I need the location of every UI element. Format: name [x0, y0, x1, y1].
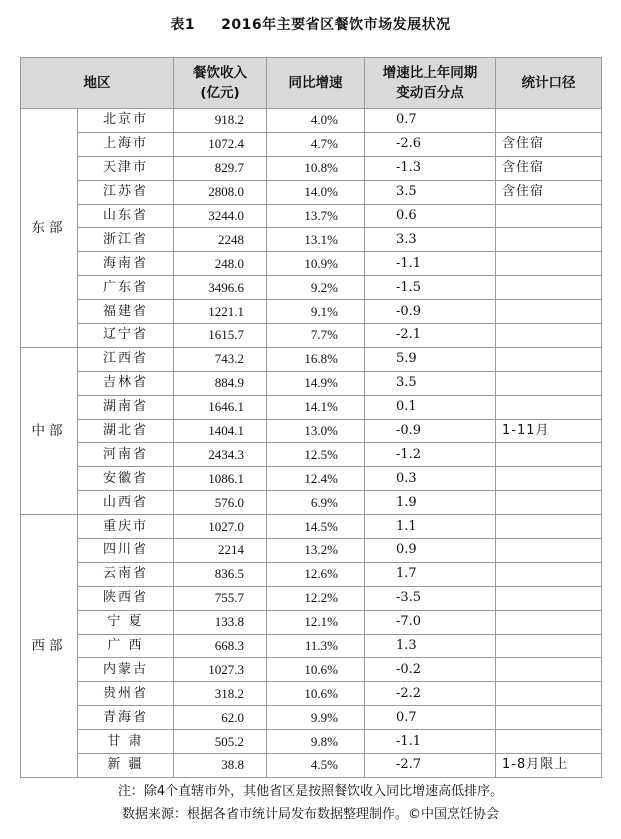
table-row: [21, 395, 602, 419]
growth-change-cell: 3.3: [365, 228, 496, 252]
scope-note-cell: [496, 276, 602, 300]
scope-note-cell: 含住宿: [496, 156, 602, 180]
scope-note-cell: [496, 395, 602, 419]
growth-change-cell: 5.9: [365, 347, 496, 371]
revenue-cell: 2248: [174, 228, 267, 252]
revenue-cell: 755.7: [174, 586, 267, 610]
yoy-growth-cell: 14.5%: [267, 515, 365, 539]
growth-change-cell: 0.7: [365, 109, 496, 133]
scope-note-cell: [496, 586, 602, 610]
scope-note-cell: [496, 371, 602, 395]
province-name-cell: 云南省: [78, 562, 174, 586]
province-name-cell: 河南省: [78, 443, 174, 467]
growth-change-cell: -0.9: [365, 419, 496, 443]
table-row: [21, 371, 602, 395]
region-cell: 东部: [21, 109, 78, 348]
growth-change-cell: -0.9: [365, 300, 496, 324]
yoy-growth-cell: 9.8%: [267, 730, 365, 754]
header-revenue-line2: (亿元): [200, 85, 240, 101]
yoy-growth-cell: 10.6%: [267, 658, 365, 682]
region-cell: 西部: [21, 515, 78, 778]
yoy-growth-cell: 14.0%: [267, 180, 365, 204]
yoy-growth-cell: 4.0%: [267, 109, 365, 133]
province-name-cell: 湖南省: [78, 395, 174, 419]
growth-change-cell: -1.3: [365, 156, 496, 180]
revenue-cell: 1221.1: [174, 300, 267, 324]
revenue-cell: 1404.1: [174, 419, 267, 443]
yoy-growth-cell: 9.2%: [267, 276, 365, 300]
revenue-cell: 1072.4: [174, 132, 267, 156]
table-row: [21, 610, 602, 634]
table-row: [21, 682, 602, 706]
province-name-cell: 安徽省: [78, 467, 174, 491]
header-change: [365, 58, 496, 109]
yoy-growth-cell: 6.9%: [267, 491, 365, 515]
revenue-cell: 1086.1: [174, 467, 267, 491]
scope-note-cell: [496, 539, 602, 563]
footnote-note: 注：除4个直辖市外，其他省区是按照餐饮收入同比增速高低排序。: [117, 784, 504, 799]
scope-note-cell: [496, 610, 602, 634]
yoy-growth-cell: 10.8%: [267, 156, 365, 180]
table-row: [21, 467, 602, 491]
scope-note-cell: [496, 324, 602, 348]
table-body: [21, 109, 602, 778]
scope-note-cell: [496, 658, 602, 682]
growth-change-cell: 0.1: [365, 395, 496, 419]
yoy-growth-cell: 10.9%: [267, 252, 365, 276]
revenue-cell: 1027.0: [174, 515, 267, 539]
table-row: [21, 562, 602, 586]
revenue-cell: 1027.3: [174, 658, 267, 682]
table-row: [21, 300, 602, 324]
province-name-cell: 上海市: [78, 132, 174, 156]
scope-note-cell: 1-11月: [496, 419, 602, 443]
scope-note-cell: [496, 706, 602, 730]
table-row: [21, 586, 602, 610]
revenue-cell: 248.0: [174, 252, 267, 276]
header-region: 地区: [21, 58, 174, 109]
growth-change-cell: -1.1: [365, 730, 496, 754]
revenue-cell: 836.5: [174, 562, 267, 586]
header-change-line1: 增速比上年同期: [382, 65, 478, 81]
scope-note-cell: [496, 443, 602, 467]
growth-change-cell: -2.2: [365, 682, 496, 706]
revenue-cell: 2434.3: [174, 443, 267, 467]
province-name-cell: 广东省: [78, 276, 174, 300]
yoy-growth-cell: 12.4%: [267, 467, 365, 491]
revenue-cell: 576.0: [174, 491, 267, 515]
growth-change-cell: 0.7: [365, 706, 496, 730]
revenue-cell: 318.2: [174, 682, 267, 706]
data-table: [20, 57, 602, 778]
scope-note-cell: [496, 467, 602, 491]
yoy-growth-cell: 12.5%: [267, 443, 365, 467]
province-name-cell: 宁 夏: [78, 610, 174, 634]
province-name-cell: 甘 肃: [78, 730, 174, 754]
revenue-cell: 884.9: [174, 371, 267, 395]
yoy-growth-cell: 14.9%: [267, 371, 365, 395]
revenue-cell: 2808.0: [174, 180, 267, 204]
region-cell: 中部: [21, 347, 78, 514]
revenue-cell: 829.7: [174, 156, 267, 180]
province-name-cell: 青海省: [78, 706, 174, 730]
revenue-cell: 3496.6: [174, 276, 267, 300]
province-name-cell: 湖北省: [78, 419, 174, 443]
province-name-cell: 内蒙古: [78, 658, 174, 682]
header-scope: 统计口径: [496, 58, 602, 109]
province-name-cell: 辽宁省: [78, 324, 174, 348]
growth-change-cell: 0.6: [365, 204, 496, 228]
revenue-cell: 918.2: [174, 109, 267, 133]
growth-change-cell: 1.7: [365, 562, 496, 586]
revenue-cell: 1615.7: [174, 324, 267, 348]
table-row: [21, 706, 602, 730]
growth-change-cell: 3.5: [365, 371, 496, 395]
table-title: [0, 14, 621, 34]
growth-change-cell: 0.9: [365, 539, 496, 563]
table-row: [21, 204, 602, 228]
yoy-growth-cell: 11.3%: [267, 634, 365, 658]
yoy-growth-cell: 7.7%: [267, 324, 365, 348]
growth-change-cell: -2.7: [365, 754, 496, 778]
header-revenue-line1: 餐饮收入: [193, 65, 247, 81]
yoy-growth-cell: 13.1%: [267, 228, 365, 252]
revenue-cell: 38.8: [174, 754, 267, 778]
yoy-growth-cell: 14.1%: [267, 395, 365, 419]
scope-note-cell: [496, 515, 602, 539]
growth-change-cell: -2.6: [365, 132, 496, 156]
table-row: [21, 252, 602, 276]
scope-note-cell: 1-8月限上: [496, 754, 602, 778]
yoy-growth-cell: 13.7%: [267, 204, 365, 228]
revenue-cell: 2214: [174, 539, 267, 563]
growth-change-cell: -1.2: [365, 443, 496, 467]
scope-note-cell: [496, 634, 602, 658]
revenue-cell: 133.8: [174, 610, 267, 634]
revenue-cell: 668.3: [174, 634, 267, 658]
revenue-cell: 62.0: [174, 706, 267, 730]
growth-change-cell: -2.1: [365, 324, 496, 348]
yoy-growth-cell: 4.5%: [267, 754, 365, 778]
table-row: [21, 539, 602, 563]
header-change-line2: 变动百分点: [396, 85, 464, 101]
province-name-cell: 陕西省: [78, 586, 174, 610]
province-name-cell: 海南省: [78, 252, 174, 276]
yoy-growth-cell: 9.9%: [267, 706, 365, 730]
growth-change-cell: 0.3: [365, 467, 496, 491]
province-name-cell: 天津市: [78, 156, 174, 180]
table-row: [21, 228, 602, 252]
scope-note-cell: [496, 562, 602, 586]
yoy-growth-cell: 4.7%: [267, 132, 365, 156]
scope-note-cell: [496, 300, 602, 324]
province-name-cell: 山东省: [78, 204, 174, 228]
province-name-cell: 重庆市: [78, 515, 174, 539]
table-row: [21, 180, 602, 204]
table-row: [21, 443, 602, 467]
growth-change-cell: -3.5: [365, 586, 496, 610]
scope-note-cell: 含住宿: [496, 132, 602, 156]
revenue-cell: 505.2: [174, 730, 267, 754]
table-row: [21, 132, 602, 156]
table-row: [21, 730, 602, 754]
table-row: [21, 156, 602, 180]
yoy-growth-cell: 12.2%: [267, 586, 365, 610]
province-name-cell: 山西省: [78, 491, 174, 515]
scope-note-cell: [496, 252, 602, 276]
growth-change-cell: 3.5: [365, 180, 496, 204]
yoy-growth-cell: 12.1%: [267, 610, 365, 634]
growth-change-cell: -1.5: [365, 276, 496, 300]
yoy-growth-cell: 9.1%: [267, 300, 365, 324]
header-row: [21, 58, 602, 109]
province-name-cell: 北京市: [78, 109, 174, 133]
scope-note-cell: [496, 682, 602, 706]
growth-change-cell: -7.0: [365, 610, 496, 634]
yoy-growth-cell: 12.6%: [267, 562, 365, 586]
province-name-cell: 福建省: [78, 300, 174, 324]
province-name-cell: 浙江省: [78, 228, 174, 252]
table-number: 表1: [170, 17, 196, 33]
table-title-text: 2016年主要省区餐饮市场发展状况: [221, 17, 451, 33]
yoy-growth-cell: 10.6%: [267, 682, 365, 706]
scope-note-cell: [496, 730, 602, 754]
revenue-cell: 3244.0: [174, 204, 267, 228]
province-name-cell: 江苏省: [78, 180, 174, 204]
scope-note-cell: [496, 347, 602, 371]
table-row: [21, 276, 602, 300]
yoy-growth-cell: 16.8%: [267, 347, 365, 371]
province-name-cell: 广 西: [78, 634, 174, 658]
table-row: [21, 109, 602, 133]
scope-note-cell: [496, 491, 602, 515]
province-name-cell: 吉林省: [78, 371, 174, 395]
header-yoy: 同比增速: [267, 58, 365, 109]
province-name-cell: 新 疆: [78, 754, 174, 778]
table-row: [21, 324, 602, 348]
table-row: [21, 515, 602, 539]
revenue-cell: 1646.1: [174, 395, 267, 419]
province-name-cell: 四川省: [78, 539, 174, 563]
growth-change-cell: 1.1: [365, 515, 496, 539]
table-row: [21, 491, 602, 515]
province-name-cell: 江西省: [78, 347, 174, 371]
revenue-cell: 743.2: [174, 347, 267, 371]
growth-change-cell: -0.2: [365, 658, 496, 682]
table-row: [21, 754, 602, 778]
yoy-growth-cell: 13.0%: [267, 419, 365, 443]
table-row: [21, 347, 602, 371]
scope-note-cell: [496, 228, 602, 252]
table-row: [21, 419, 602, 443]
scope-note-cell: [496, 109, 602, 133]
footnote-source: 数据来源：根据各省市统计局发布数据整理制作。©中国烹饪协会: [121, 807, 499, 822]
growth-change-cell: 1.9: [365, 491, 496, 515]
growth-change-cell: 1.3: [365, 634, 496, 658]
header-revenue: [174, 58, 267, 109]
province-name-cell: 贵州省: [78, 682, 174, 706]
scope-note-cell: 含住宿: [496, 180, 602, 204]
table-row: [21, 658, 602, 682]
table-row: [21, 634, 602, 658]
growth-change-cell: -1.1: [365, 252, 496, 276]
yoy-growth-cell: 13.2%: [267, 539, 365, 563]
scope-note-cell: [496, 204, 602, 228]
